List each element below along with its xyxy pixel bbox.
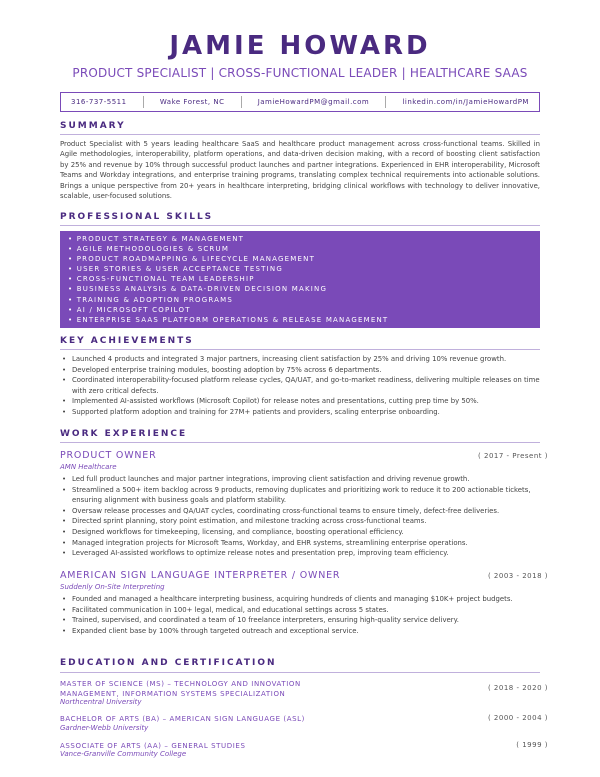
job-bullet: • Streamlined a 500+ item backlog across 9 products, removing duplicates and prioritizing work to reduce it to 200 actionable tickets, ensuring alignment with business goals and platform stability. — [60, 485, 540, 506]
edu-degree: BACHELOR OF ARTS (BA) – AMERICAN SIGN LANGUAGE (ASL) — [60, 715, 306, 723]
section-divider — [60, 225, 540, 226]
edu-degree: ASSOCIATE OF ARTS (AA) – GENERAL STUDIES — [60, 742, 246, 750]
education-heading: EDUCATION AND CERTIFICATION — [60, 658, 277, 668]
contact-divider — [385, 96, 386, 108]
experience-heading: WORK EXPERIENCE — [60, 429, 188, 439]
achievement-item: • Developed enterprise training modules, boosting adoption by 75% across 6 departments. — [60, 365, 540, 376]
job-bullets — [60, 474, 540, 559]
achievement-item: • Implemented AI-assisted workflows (Microsoft Copilot) for release notes and presentations, cutting prep time by 50%. — [60, 396, 540, 407]
skill-item: • PRODUCT STRATEGY & MANAGEMENT — [68, 234, 532, 244]
skill-item: • AGILE METHODOLOGIES & SCRUM — [68, 244, 532, 254]
skill-item: • CROSS-FUNCTIONAL TEAM LEADERSHIP — [68, 274, 532, 284]
skill-item: • PRODUCT ROADMAPPING & LIFECYCLE MANAGEMENT — [68, 254, 532, 264]
job-title: PRODUCT OWNER — [60, 450, 157, 461]
section-divider — [60, 134, 540, 135]
edu-school: Vance-Granville Community College — [60, 750, 187, 758]
contact-divider — [143, 96, 144, 108]
job-bullet: • Designed workflows for timekeeping, licensing, and compliance, boosting operational efficiency. — [60, 527, 540, 538]
edu-school: Northcentral University — [60, 698, 142, 706]
candidate-name: JAMIE HOWARD — [169, 31, 431, 61]
job-company: Suddenly On-Site Interpreting — [60, 583, 165, 591]
edu-date: ( 2000 - 2004 ) — [487, 714, 548, 722]
achievement-item: • Launched 4 products and integrated 3 major partners, increasing client satisfaction by 25% and driving 10% revenue growth. — [60, 354, 540, 365]
job-bullets — [60, 594, 540, 636]
job-date: ( 2017 - Present ) — [478, 452, 548, 460]
achievements-list — [60, 354, 540, 418]
skills-heading: PROFESSIONAL SKILLS — [60, 212, 214, 222]
job-bullet: • Founded and managed a healthcare interpreting business, acquiring hundreds of clients and managing $10K+ project budgets. — [60, 594, 540, 605]
contact-email[interactable]: JamieHowardPM@gmail.com — [257, 98, 370, 106]
edu-date: ( 1999 ) — [516, 741, 548, 749]
job-bullet: • Expanded client base by 100% through targeted outreach and exceptional service. — [60, 626, 540, 637]
job-bullet: • Directed sprint planning, story point estimation, and milestone tracking across cross-functional teams. — [60, 516, 540, 527]
edu-degree: MASTER OF SCIENCE (MS) – TECHNOLOGY AND INNOVATION MANAGEMENT, INFORMATION SYSTEMS SPECIALIZATION — [60, 680, 301, 698]
skill-item: • ENTERPRISE SAAS PLATFORM OPERATIONS & RELEASE MANAGEMENT — [68, 315, 532, 325]
contact-bar — [60, 92, 540, 112]
summary-text: Product Specialist with 5 years leading healthcare SaaS and healthcare product management across cross-functional teams. Skilled in Agile methodologies, interoperability, platform operations, and data-driven decision making, with a record of boosting client satisfaction by 25% and revenue by 10% through successful product launches and partner integrations. Experienced in EHR interoperability, Microsoft Teams and Workday integrations, and enterprise training programs, translating complex technical requirements into actionable solutions. Brings a unique perspective from 20+ years in healthcare interpreting, bridging clinical workflows with technology to deliver innovative, scalable, user-focused solutions. — [60, 140, 540, 201]
skill-item: • TRAINING & ADOPTION PROGRAMS — [68, 295, 532, 305]
job-bullet: • Leveraged AI-assisted workflows to optimize release notes and presentation prep, improving team efficiency. — [60, 548, 540, 559]
achievement-item: • Supported platform adoption and training for 27M+ patients and providers, scaling enterprise onboarding. — [60, 407, 540, 418]
summary-heading: SUMMARY — [60, 121, 126, 131]
section-divider — [60, 349, 540, 350]
edu-school: Gardner-Webb University — [60, 724, 149, 732]
achievements-heading: KEY ACHIEVEMENTS — [60, 336, 194, 346]
skills-panel — [60, 231, 540, 328]
skill-item: • BUSINESS ANALYSIS & DATA-DRIVEN DECISION MAKING — [68, 284, 532, 294]
contact-linkedin[interactable]: linkedin.com/in/JamieHowardPM — [402, 98, 529, 106]
skill-item: • AI / MICROSOFT COPILOT — [68, 305, 532, 315]
job-company: AMN Healthcare — [60, 463, 117, 471]
edu-date: ( 2018 - 2020 ) — [487, 684, 548, 692]
achievement-item: • Coordinated interoperability-focused platform release cycles, QA/UAT, and go-to-market readiness, delivering multiple releases on time with zero critical defects. — [60, 375, 540, 396]
contact-phone: 316-737-5511 — [71, 98, 127, 106]
skill-item: • USER STORIES & USER ACCEPTANCE TESTING — [68, 264, 532, 274]
job-bullet: • Facilitated communication in 100+ legal, medical, and educational settings across 5 states. — [60, 605, 540, 616]
contact-location: Wake Forest, NC — [159, 98, 225, 106]
job-date: ( 2003 - 2018 ) — [487, 572, 548, 580]
job-bullet: • Trained, supervised, and coordinated a team of 10 freelance interpreters, ensuring high-quality service delivery. — [60, 615, 540, 626]
job-title: AMERICAN SIGN LANGUAGE INTERPRETER / OWNER — [60, 570, 341, 581]
candidate-subtitle: PRODUCT SPECIALIST | CROSS-FUNCTIONAL LEADER | HEALTHCARE SAAS — [72, 66, 528, 80]
job-bullet: • Oversaw release processes and QA/UAT cycles, coordinating cross-functional teams to ensure timely, defect-free deliveries. — [60, 506, 540, 517]
job-bullet: • Led full product launches and major partner integrations, improving client satisfaction and driving revenue growth. — [60, 474, 540, 485]
job-bullet: • Managed integration projects for Microsoft Teams, Workday, and EHR systems, streamlining enterprise operations. — [60, 538, 540, 549]
section-divider — [60, 672, 540, 673]
skills-list — [68, 234, 532, 325]
contact-divider — [241, 96, 242, 108]
section-divider — [60, 442, 540, 443]
